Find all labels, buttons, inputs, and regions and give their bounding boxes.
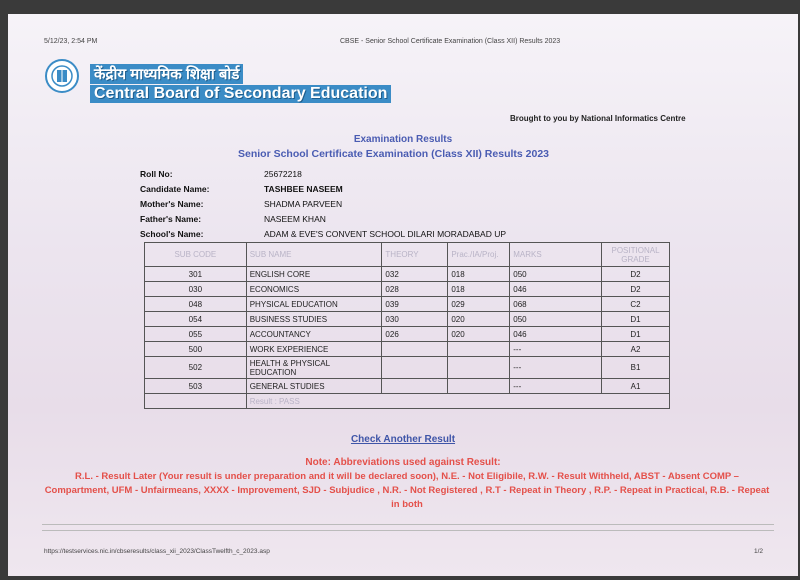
theory-cell xyxy=(382,357,448,379)
col-header-sub-name: SUB NAME xyxy=(246,243,382,267)
sub-name-cell: ECONOMICS xyxy=(246,282,382,297)
table-row xyxy=(145,379,670,394)
marks-cell: --- xyxy=(510,379,602,394)
sub-name-cell: HEALTH & PHYSICAL EDUCATION xyxy=(246,357,382,379)
grade-cell: D1 xyxy=(602,327,670,342)
grade-cell: B1 xyxy=(602,357,670,379)
table-header-row xyxy=(145,243,670,267)
marks-table xyxy=(144,242,670,409)
marks-cell: 050 xyxy=(510,312,602,327)
school-name-row xyxy=(140,226,506,241)
sub-name-cell: BUSINESS STUDIES xyxy=(246,312,382,327)
table-row xyxy=(145,312,670,327)
sub-name-cell: WORK EXPERIENCE xyxy=(246,342,382,357)
marks-cell: --- xyxy=(510,342,602,357)
marks-cell: 050 xyxy=(510,267,602,282)
board-name-hindi: केंद्रीय माध्यमिक शिक्षा बोर्ड xyxy=(90,64,243,84)
prac-cell xyxy=(448,357,510,379)
theory-cell: 032 xyxy=(382,267,448,282)
sub-name-cell: ENGLISH CORE xyxy=(246,267,382,282)
candidate-info xyxy=(140,166,506,241)
results-heading: Examination Results xyxy=(353,134,453,145)
grade-cell: D2 xyxy=(602,282,670,297)
print-datetime: 5/12/23, 2:54 PM xyxy=(44,38,98,45)
result-row xyxy=(145,394,670,409)
candidate-name-value: TASHBEE NASEEM xyxy=(264,183,343,194)
note-title: Note: Abbreviations used against Result: xyxy=(305,457,501,468)
footer-page-number: 1/2 xyxy=(754,548,764,555)
prac-cell: 020 xyxy=(448,312,510,327)
table-row xyxy=(145,282,670,297)
marks-cell: 046 xyxy=(510,282,602,297)
col-header-grade: POSITIONAL GRADE xyxy=(602,243,670,267)
result-status: Result : PASS xyxy=(246,394,669,409)
candidate-name-label: Candidate Name: xyxy=(140,183,210,194)
prac-cell xyxy=(448,379,510,394)
marks-cell: 046 xyxy=(510,327,602,342)
mother-name-row xyxy=(140,196,506,211)
sub-code-cell: 500 xyxy=(145,342,247,357)
theory-cell: 039 xyxy=(382,297,448,312)
marks-cell: 068 xyxy=(510,297,602,312)
divider xyxy=(42,524,774,525)
sub-name-cell: ACCOUNTANCY xyxy=(246,327,382,342)
sub-name-cell: PHYSICAL EDUCATION xyxy=(246,297,382,312)
col-header-marks: MARKS xyxy=(510,243,602,267)
grade-cell: A2 xyxy=(602,342,670,357)
check-another-result-link[interactable]: Check Another Result xyxy=(350,434,456,445)
result-empty-cell xyxy=(145,394,247,409)
theory-cell: 026 xyxy=(382,327,448,342)
brought-by-text: Brought to you by National Informatics Centre xyxy=(510,114,686,123)
sub-name-cell: GENERAL STUDIES xyxy=(246,379,382,394)
table-row xyxy=(145,342,670,357)
grade-cell: A1 xyxy=(602,379,670,394)
footer-url: https://testservices.nic.in/cbseresults/class_xii_2023/ClassTwelfth_c_2023.asp xyxy=(44,548,270,555)
prac-cell: 020 xyxy=(448,327,510,342)
printed-page xyxy=(8,14,798,576)
candidate-name-row xyxy=(140,181,506,196)
theory-cell xyxy=(382,379,448,394)
sub-code-cell: 301 xyxy=(145,267,247,282)
prac-cell: 029 xyxy=(448,297,510,312)
abbreviations-text: R.L. - Result Later (Your result is under preparation and it will be declared soon), N.E. - Not Eligibile, R.W. - Result Withheld, ABST - Absent COMP – Compartment, UFM - Unfairmeans, XXXX - Improvement, SJD - Subjudice , N.R. - Not Registered , R.T - Repeat in Theory , R.P. - Repeat in Practical, R.B. - Repeat in both xyxy=(44,471,770,510)
col-header-theory: THEORY xyxy=(382,243,448,267)
board-name-english: Central Board of Secondary Education xyxy=(90,85,391,103)
divider xyxy=(42,530,774,531)
father-name-row xyxy=(140,211,506,226)
grade-cell: C2 xyxy=(602,297,670,312)
school-name-value: ADAM & EVE'S CONVENT SCHOOL DILARI MORADABAD UP xyxy=(264,228,507,239)
father-name-label: Father's Name: xyxy=(140,213,202,224)
roll-row xyxy=(140,166,506,181)
theory-cell: 030 xyxy=(382,312,448,327)
theory-cell xyxy=(382,342,448,357)
father-name-value: NASEEM KHAN xyxy=(264,213,326,224)
prac-cell: 018 xyxy=(448,267,510,282)
sub-code-cell: 030 xyxy=(145,282,247,297)
col-header-sub-code: SUB CODE xyxy=(145,243,247,267)
prac-cell: 018 xyxy=(448,282,510,297)
table-row xyxy=(145,357,670,379)
table-row xyxy=(145,297,670,312)
board-banner xyxy=(90,64,391,103)
grade-cell: D2 xyxy=(602,267,670,282)
results-subheading: Senior School Certificate Examination (Class XII) Results 2023 xyxy=(238,148,550,160)
col-header-prac: Prac./IA/Proj. xyxy=(448,243,510,267)
sub-code-cell: 502 xyxy=(145,357,247,379)
mother-name-label: Mother's Name: xyxy=(140,198,204,209)
sub-code-cell: 055 xyxy=(145,327,247,342)
roll-value: 25672218 xyxy=(264,168,302,179)
sub-code-cell: 048 xyxy=(145,297,247,312)
marks-cell: --- xyxy=(510,357,602,379)
sub-code-cell: 054 xyxy=(145,312,247,327)
grade-cell: D1 xyxy=(602,312,670,327)
table-row xyxy=(145,267,670,282)
print-page-title: CBSE - Senior School Certificate Examination (Class XII) Results 2023 xyxy=(340,38,561,45)
prac-cell xyxy=(448,342,510,357)
school-name-label: School's Name: xyxy=(140,228,204,239)
roll-label: Roll No: xyxy=(140,168,173,179)
table-row xyxy=(145,327,670,342)
theory-cell: 028 xyxy=(382,282,448,297)
cbse-logo-icon xyxy=(44,58,80,94)
mother-name-value: SHADMA PARVEEN xyxy=(264,198,343,209)
sub-code-cell: 503 xyxy=(145,379,247,394)
